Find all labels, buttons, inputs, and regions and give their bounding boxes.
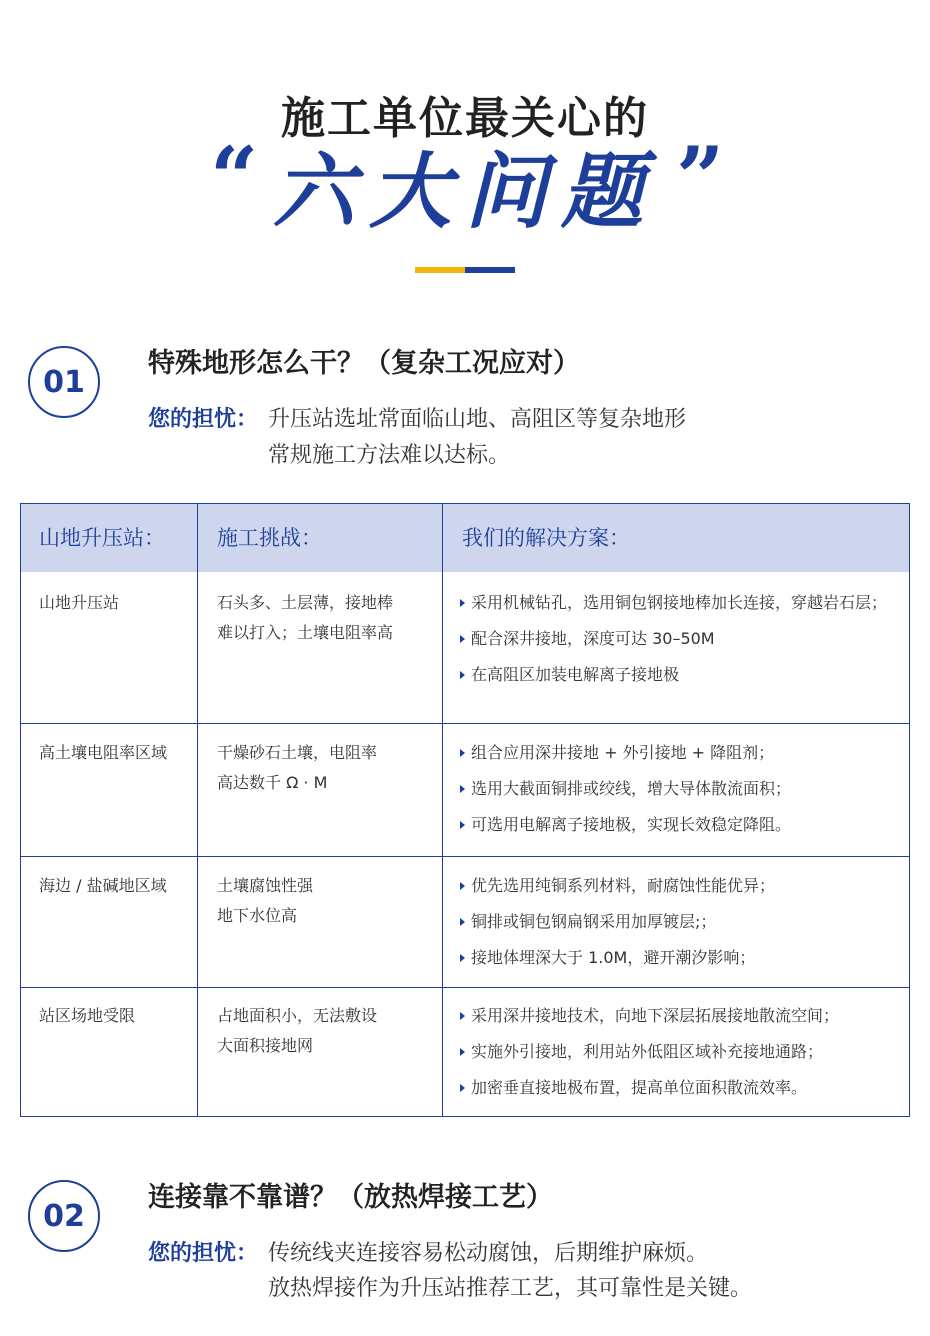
worry-line-2: 常规施工方法难以达标。 [268, 443, 511, 468]
row-divider [21, 856, 909, 857]
bullet-arrow-icon [460, 671, 465, 679]
row1-site: 山地升压站 [39, 593, 120, 612]
row1-solutions [460, 585, 887, 693]
header-site: 山地升压站： [39, 526, 165, 550]
worry-line-2: 放热焊接作为升压站推荐工艺，其可靠性是关键。 [268, 1276, 753, 1301]
challenge-line: 干燥砂石土壤，电阻率 [217, 743, 378, 762]
bullet-arrow-icon [460, 749, 465, 757]
bullet-arrow-icon [460, 821, 465, 829]
header-solution: 我们的解决方案： [462, 526, 630, 550]
bullet-arrow-icon [460, 1084, 465, 1092]
section-number-badge: 02 [28, 1180, 100, 1252]
bullet-arrow-icon [460, 785, 465, 793]
title-line1: 施工单位最关心的 [281, 93, 649, 144]
bullet-arrow-icon [460, 918, 465, 926]
challenge-line: 石头多、土层薄，接地棒 [217, 593, 394, 612]
solution-item: 选用大截面铜排或绞线，增大导体散流面积； [460, 771, 791, 807]
row4-solutions [460, 998, 839, 1106]
solution-item: 采用深井接地技术，向地下深层拓展接地散流空间； [460, 998, 839, 1034]
title-main: 六大问题 [273, 144, 657, 240]
worry-line-1: 升压站选址常面临山地、高阻区等复杂地形 [268, 407, 687, 432]
solution-item: 采用机械钻孔，选用铜包钢接地棒加长连接，穿越岩石层； [460, 585, 887, 621]
solution-item: 优先选用纯铜系列材料，耐腐蚀性能优异； [460, 868, 775, 904]
column-divider [442, 504, 443, 1116]
section-title: 连接靠不靠谱？（放热焊接工艺） [148, 1182, 553, 1213]
worry-label: 您的担忧： [148, 407, 259, 432]
challenge-line: 土壤腐蚀性强 [217, 876, 314, 895]
row1-challenge [217, 588, 393, 648]
bullet-arrow-icon [460, 599, 465, 607]
solution-item: 接地体埋深大于 1.0M，避开潮汐影响； [460, 940, 775, 976]
challenge-line: 高达数千 Ω · M [217, 773, 328, 792]
challenge-line: 难以打入；土壤电阻率高 [217, 623, 394, 642]
solution-item: 配合深井接地，深度可达 30–50M [460, 621, 887, 657]
worry-line-1: 传统线夹连接容易松动腐蚀，后期维护麻烦。 [268, 1241, 709, 1266]
quote-open: “ [210, 128, 259, 227]
header-challenge: 施工挑战： [217, 526, 322, 550]
bullet-arrow-icon [460, 1012, 465, 1020]
bullet-arrow-icon [460, 1048, 465, 1056]
row3-site: 海边 / 盐碱地区域 [39, 876, 167, 895]
solution-item: 可选用电解离子接地极，实现长效稳定降阻。 [460, 807, 791, 843]
solution-item: 在高阻区加装电解离子接地极 [460, 657, 887, 693]
solution-item: 实施外引接地，利用站外低阻区域补充接地通路； [460, 1034, 839, 1070]
title-main-wrap [0, 128, 930, 246]
worry-label: 您的担忧： [148, 1241, 259, 1266]
column-divider [197, 504, 198, 1116]
bullet-arrow-icon [460, 954, 465, 962]
row3-solutions [460, 868, 775, 976]
section-title: 特殊地形怎么干？（复杂工况应对） [148, 348, 580, 379]
solution-item: 铜排或铜包钢扁钢采用加厚镀层;； [460, 904, 775, 940]
challenge-line: 地下水位高 [217, 906, 298, 925]
row2-challenge [217, 738, 377, 798]
row4-site: 站区场地受限 [39, 1006, 136, 1025]
quote-close: ” [676, 128, 725, 227]
section-number-badge: 01 [28, 346, 100, 418]
divider-blue [465, 267, 515, 273]
bullet-arrow-icon [460, 882, 465, 890]
solution-item: 加密垂直接地极布置，提高单位面积散流效率。 [460, 1070, 839, 1106]
challenge-line: 大面积接地网 [217, 1036, 314, 1055]
row-divider [21, 723, 909, 724]
row-divider [21, 987, 909, 988]
challenge-line: 占地面积小，无法敷设 [217, 1006, 378, 1025]
row2-site: 高土壤电阻率区域 [39, 743, 168, 762]
row4-challenge [217, 1001, 377, 1061]
bullet-arrow-icon [460, 635, 465, 643]
row2-solutions [460, 735, 791, 843]
row3-challenge [217, 871, 313, 931]
solution-table [20, 503, 910, 1117]
table-header [21, 504, 909, 572]
solution-item: 组合应用深井接地 + 外引接地 + 降阻剂； [460, 735, 791, 771]
divider-yellow [415, 267, 465, 273]
